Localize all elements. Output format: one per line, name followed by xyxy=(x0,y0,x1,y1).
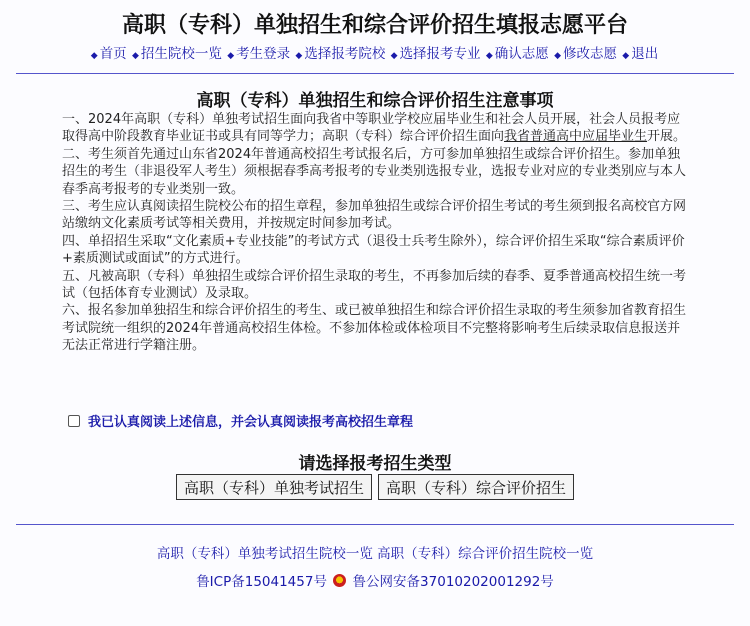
footer-single-exam-list-link[interactable]: 高职（专科）单独考试招生院校一览 xyxy=(156,546,373,562)
bullet-icon: ◆ xyxy=(554,51,561,61)
site-title: 高职（专科）单独招生和综合评价招生填报志愿平台 xyxy=(121,13,628,38)
nav-confirm[interactable]: 确认志愿 xyxy=(494,46,549,62)
agree-label: 我已认真阅读上述信息，并会认真阅读报考高校招生章程 xyxy=(88,415,414,430)
notice-item-5: 五、凡被高职（专科）单独招生或综合评价招生录取的考生，不再参加后续的春季、夏季普通高校招生统一考试（包括体育专业测试）及录取。 xyxy=(62,268,687,302)
comprehensive-eval-button[interactable]: 高职（专科）综合评价招生 xyxy=(378,474,574,500)
nav-select-college[interactable]: 选择报考院校 xyxy=(304,46,386,62)
notice-item-1: 一、2024年高职（专科）单独考试招生面向我省中等职业学校应届毕业生和社会人员开展，社会人员报考应取得高中阶段教育毕业证书或具有同等学力；高职（专科）综合评价招生面向我省普通高中应届毕业生开展。 xyxy=(62,112,687,145)
nav-login[interactable]: 考生登录 xyxy=(236,46,291,62)
agree-checkbox-row[interactable] xyxy=(68,411,413,430)
police-emblem-icon xyxy=(333,574,346,587)
choose-type-prompt: 请选择报考招生类型 xyxy=(298,454,452,474)
police-record-link[interactable]: 鲁公网安备37010202001292号 xyxy=(352,574,554,590)
bullet-icon: ◆ xyxy=(131,51,139,61)
icp-info xyxy=(0,570,750,590)
notice-title: 高职（专科）单独招生和综合评价招生注意事项 xyxy=(196,91,554,111)
bullet-icon: ◆ xyxy=(485,51,493,61)
nav-select-major[interactable]: 选择报考专业 xyxy=(399,46,481,62)
footer-links xyxy=(0,542,750,562)
single-exam-button[interactable]: 高职（专科）单独考试招生 xyxy=(176,474,372,500)
notice-item-6: 六、报名参加单独招生和综合评价招生的考生、或已被单独招生和综合评价招生录取的考生须参加省教育招生考试院统一组织的2024年普通高校招生体检。不参加体检或体检项目不完整将影响考生后续录取信息报送并无法正常进行学籍注册。 xyxy=(62,303,687,354)
nav-college-list[interactable]: 招生院校一览 xyxy=(140,46,222,62)
bullet-icon: ◆ xyxy=(90,51,98,61)
divider xyxy=(16,73,734,74)
nav-logout[interactable]: 退出 xyxy=(631,46,659,62)
notice-underlined-text: 我省普通高中应届毕业生 xyxy=(504,129,648,145)
notice-item-3: 三、考生应认真阅读招生院校公布的招生章程，参加单独招生或综合评价招生考试的考生须到报名高校官方网站缴纳文化素质考试等相关费用，并按规定时间参加考试。 xyxy=(62,199,687,232)
bullet-icon: ◆ xyxy=(227,51,235,61)
nav-home[interactable]: 首页 xyxy=(99,46,127,62)
bullet-icon: ◆ xyxy=(622,51,630,61)
notice-body xyxy=(62,111,690,355)
notice-item-4: 四、单招招生采取“文化素质+专业技能”的考试方式（退役士兵考生除外），综合评价招生采取“综合素质评价+素质测试或面试”的方式进行。 xyxy=(62,233,685,267)
divider xyxy=(16,524,734,525)
notice-item-2: 二、考生须首先通过山东省2024年普通高校招生考试报名后，方可参加单独招生或综合评价招生。参加单独招生的考生（非退役军人考生）须根据春季高考报考的专业类别选报专业，选报专业对应的专业类别应与本人春季高考报考的专业类别一致。 xyxy=(62,146,687,197)
footer-comprehensive-list-link[interactable]: 高职（专科）综合评价招生院校一览 xyxy=(377,546,594,562)
type-buttons xyxy=(0,474,750,500)
agree-checkbox[interactable] xyxy=(68,415,80,427)
icp-link[interactable]: 鲁ICP备15041457号 xyxy=(196,574,327,590)
bullet-icon: ◆ xyxy=(390,51,398,61)
nav-modify[interactable]: 修改志愿 xyxy=(563,46,617,62)
top-nav xyxy=(0,42,750,62)
bullet-icon: ◆ xyxy=(295,51,303,61)
